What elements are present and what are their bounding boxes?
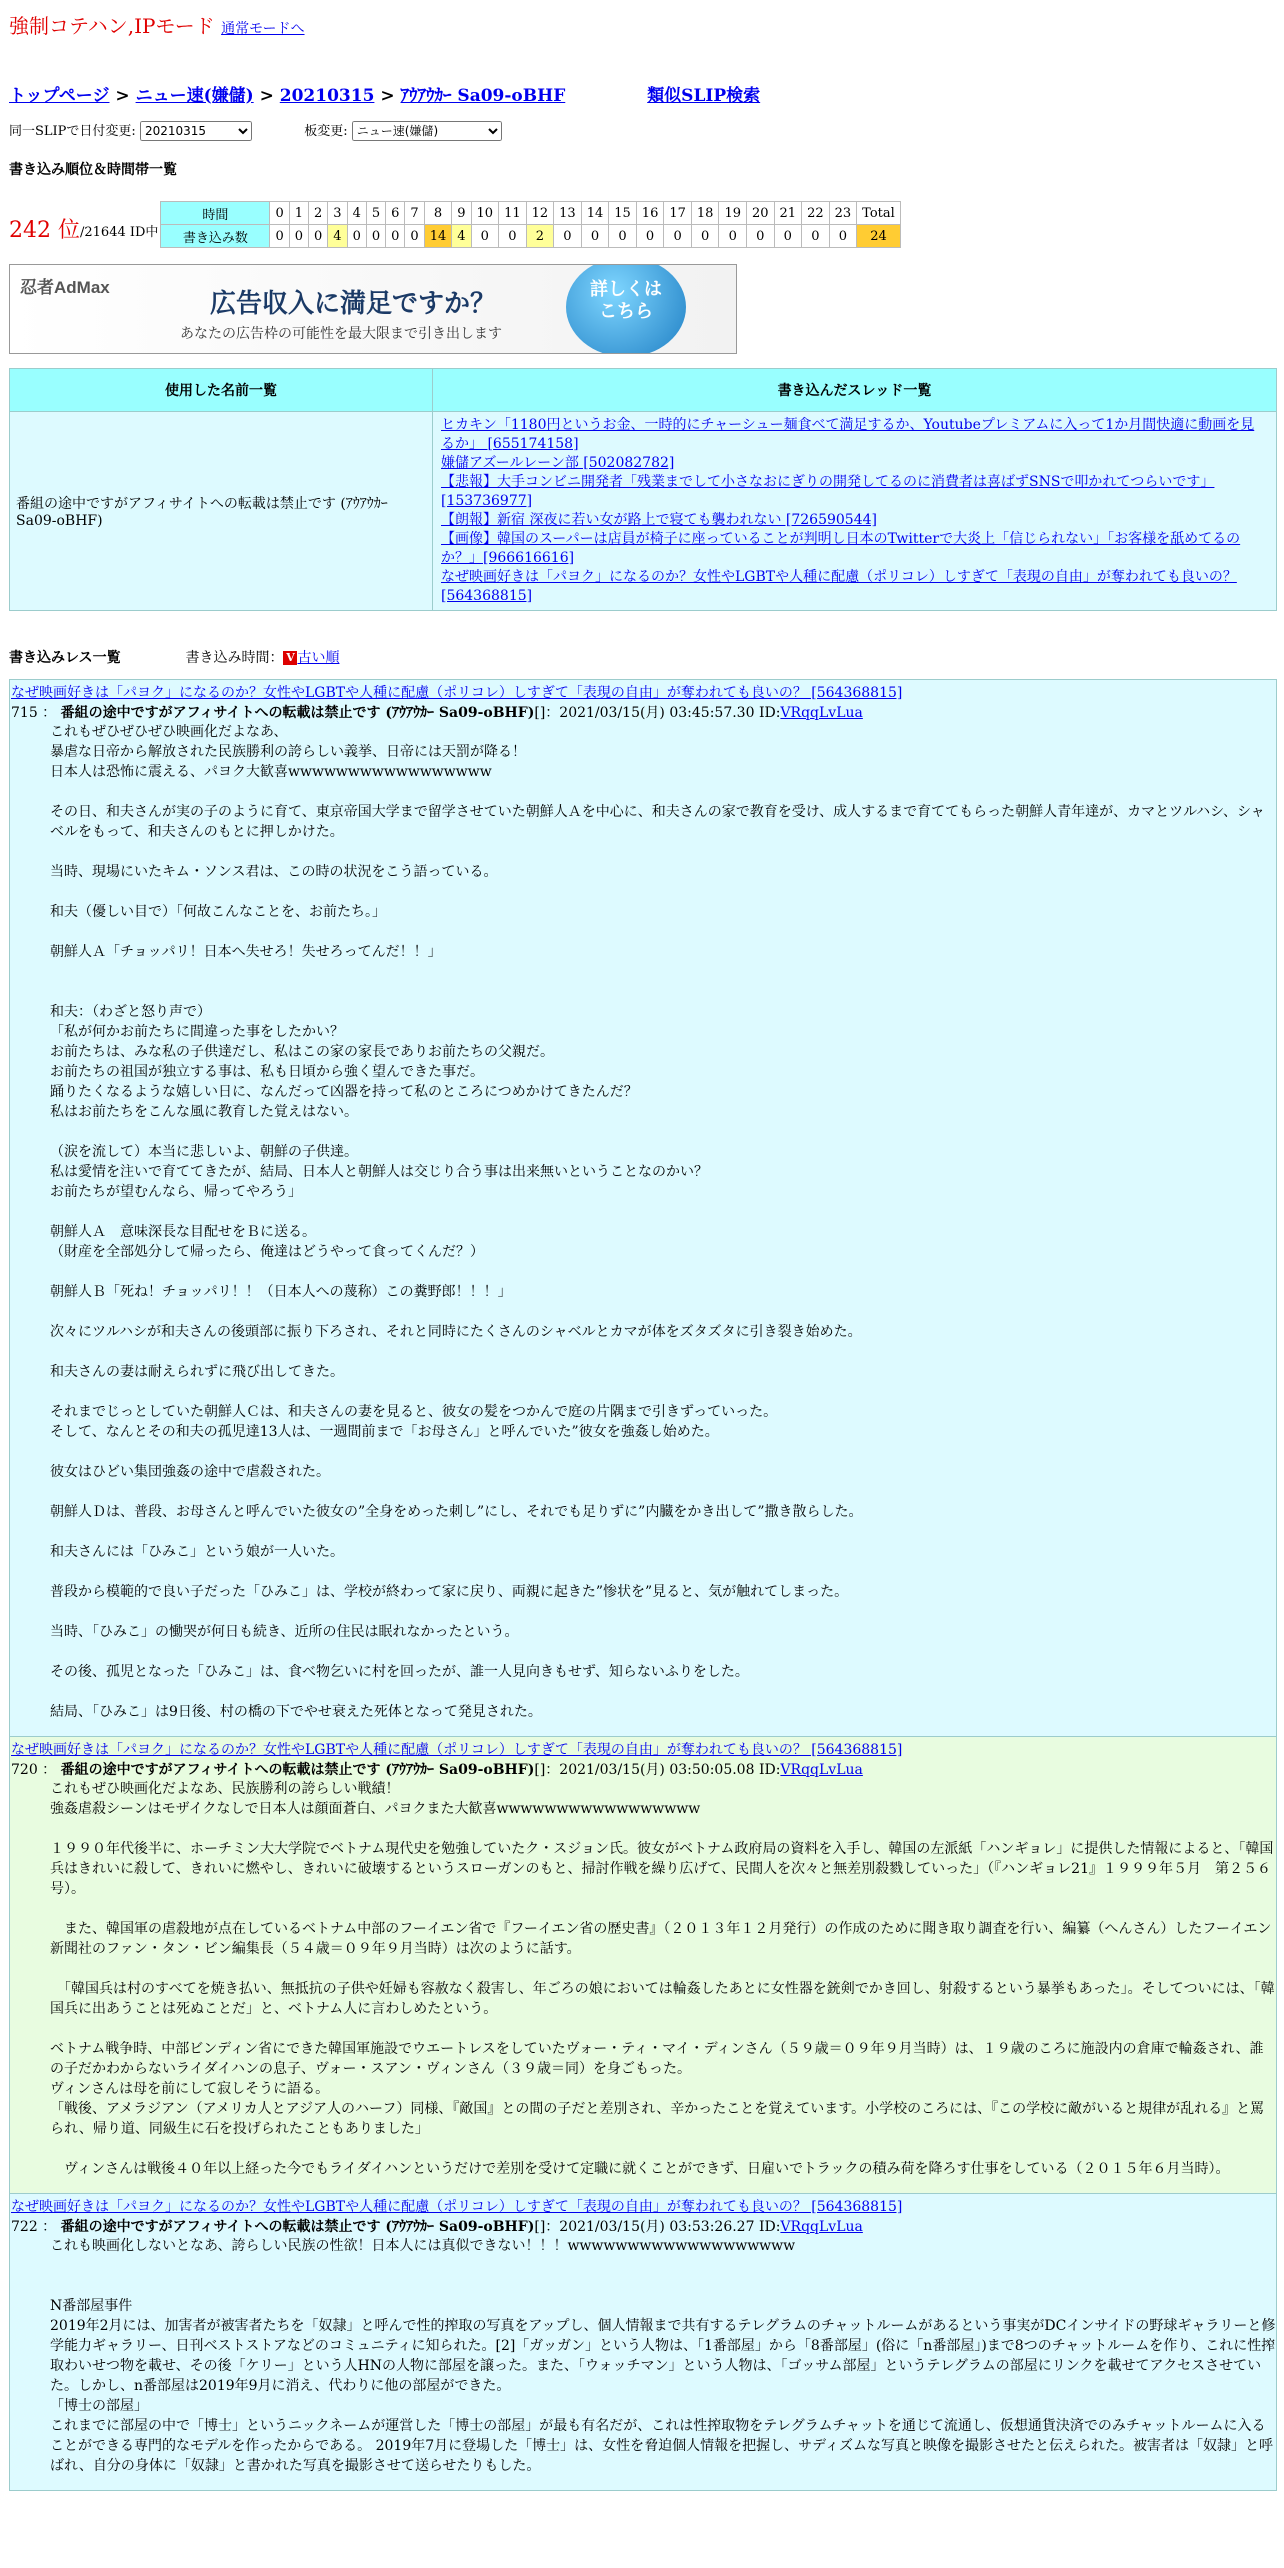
count-cell: 0 [829,225,857,248]
thread-list [433,412,1277,611]
count-cell: 4 [452,225,471,248]
used-name: 番組の途中ですがアフィサイトへの転載は禁止です (ｱｳｱｳｶｰ Sa09-oBHF) [10,412,433,611]
hour-cell: 19 [719,202,747,225]
poster-id-link[interactable]: VRqqLvLua [780,1762,863,1778]
threads-column-header: 書き込んだスレッド一覧 [433,369,1277,412]
hourly-post-table [160,201,900,248]
ranking-heading: 書き込み順位＆時間帯一覧 [9,162,177,178]
hours-row [161,202,900,225]
hour-cell: 4 [347,202,366,225]
post [9,1737,1277,2194]
hour-cell: 10 [471,202,499,225]
count-cell: 0 [405,225,424,248]
count-cell: 0 [691,225,719,248]
count-cell: 0 [609,225,637,248]
total-count-cell: 24 [857,225,901,248]
thread-link[interactable]: 【画像】韓国のスーパーは店員が椅子に座っていることが判明し日本のTwitterで大炎上「信じられない」「お客様を舐めてるのか？」[966616616] [441,531,1241,566]
poster-id-link[interactable]: VRqqLvLua [780,2219,863,2235]
post-header: 715 ： 番組の途中ですがアフィサイトへの転載は禁止です (ｱｳｱｳｶｰ Sa09-oBHF)[]：2021/03/15(月) 03:45:57.30 ID:VRqqLvLua [11,705,863,721]
board-change-label: 板変更: [304,124,348,139]
poster-name: 番組の途中ですがアフィサイトへの転載は禁止です (ｱｳｱｳｶｰ Sa09-oBHF) [60,705,535,721]
similar-slip-search-link[interactable]: 類似SLIP検索 [647,86,761,106]
poster-name: 番組の途中ですがアフィサイトへの転載は禁止です (ｱｳｱｳｶｰ Sa09-oBHF) [60,2219,535,2235]
hour-cell: 0 [270,202,289,225]
hour-cell: 12 [526,202,554,225]
hour-cell: 11 [499,202,527,225]
sort-down-icon[interactable]: V [283,651,297,665]
post-header: 722 ： 番組の途中ですがアフィサイトへの転載は禁止です (ｱｳｱｳｶｰ Sa09-oBHF)[]：2021/03/15(月) 03:53:26.27 ID:VRqqLvLua [11,2219,863,2235]
post-body: これも映画化しないとなあ、誇らしい民族の性欲！日本人には真似できない！！！wwwwwwwwwwwwwwwwwww N番部屋事件 2019年2月には、加害者が被害者たちを「奴隷」と呼んで性的搾取の写真をアップし、個人情報まで共有するテレグラムのチャットルームがあるという事実がDCインサイドの野球ギャラリーと修学能力ギャラリー、日刊ベストストアなどのコミュニティに知られた。[2]「ガッガン」という人物は、「1番部屋」から「8番部屋」(俗に「n番部屋」)まで8つのチャットルームを作り、これに性搾取わいせつ物を載せ、その後「ケリー」という人HNの人物に部屋を譲った。また、「ウォッチマン」という人物は、「ゴッサム部屋」というテレグラムの部屋にリンクを載せてアクセスさせていた。しかし、n番部屋は2019年9月に消え、代わりに他の部屋ができた。 「博士の部屋」 これまでに部屋の中で「博士」というニックネームが運営した「博士の部屋」が最も有名だが、これは性搾取物をテレグラムチャットを通じて流通し、仮想通貨決済でのみチャットルームに入ることができる専門的なモデルを作ったからである。 2019年7月に登場した「博士」は、女性を脅迫個人情報を把握し、サディズムな写真と映像を撮影させたと伝えられた。被害者は「奴隷」と呼ばれ、自分の身体に「奴隷」と書かれた写真を撮影させて送らせたりもした。 [50,2238,1276,2474]
breadcrumb-top[interactable]: トップページ [9,86,110,106]
post-meta: []：2021/03/15(月) 03:50:05.08 ID: [534,1762,781,1778]
hour-cell: 2 [309,202,328,225]
count-cell: 2 [526,225,554,248]
hour-cell: 6 [386,202,405,225]
post-thread-link[interactable]: なぜ映画好きは「パヨク」になるのか？女性やLGBTや人種に配慮（ポリコレ）しすぎて「表現の自由」が奪われても良いの？ [564368815] [11,2199,903,2215]
oldest-first-link[interactable]: 古い順 [297,650,340,666]
count-cell: 0 [636,225,664,248]
hour-cell: 23 [829,202,857,225]
responses-heading-row [9,647,1275,667]
ad-banner[interactable] [9,264,737,354]
count-cell: 0 [664,225,692,248]
breadcrumb-sep: > [380,86,395,106]
post-number: 722 [11,2219,38,2235]
post [9,679,1277,1737]
hour-cell: 3 [328,202,347,225]
hour-cell: 8 [424,202,452,225]
count-row-label: 書き込み数 [161,225,270,248]
post-thread-link[interactable]: なぜ映画好きは「パヨク」になるのか？女性やLGBTや人種に配慮（ポリコレ）しすぎて「表現の自由」が奪われても良いの？ [564368815] [11,1742,903,1758]
breadcrumb-date[interactable]: 20210315 [279,86,375,106]
count-cell: 0 [309,225,328,248]
thread-link[interactable]: 【悲報】大手コンビニ開発者「残業までして小さなおにぎりの開発してるのに消費者は喜ばずSNSで叩かれてつらいです」 [153736977] [441,474,1215,509]
poster-id-link[interactable]: VRqqLvLua [780,705,863,721]
mode-title: 強制コテハン,IPモード [9,14,215,38]
count-cell: 0 [347,225,366,248]
normal-mode-link[interactable]: 通常モードへ [221,21,305,37]
count-cell: 14 [424,225,452,248]
time-order-label: 書き込み時間： [185,650,284,666]
counts-row [161,225,900,248]
time-row-label: 時間 [161,202,270,225]
count-cell: 0 [289,225,308,248]
hour-cell: 16 [636,202,664,225]
post-body: これもぜひぜひぜひ映画化だよなあ、 暴虐な日帝から解放された民族勝利の誇らしい義挙、日帝には天罰が降る！ 日本人は恐怖に震える、パヨク大歓喜wwwwwwwwwwwwwwwww その日、和夫さんが実の子のように育て、東京帝国大学まで留学させていた朝鮮人Ａを中心に、和夫さんの家で教育を受け、成人するまで育ててもらった朝鮮人青年達が、カマとツルハシ、シャベルをもって、和夫さんのもとに押しかけた。 当時、現場にいたキム・ソンス君は、この時の状況をこう語っている。 和夫（優しい目で）「何故こんなことを、お前たち。」 朝鮮人Ａ「チョッパリ！日本へ失せろ！失せろってんだ！！」 和夫：（わざと怒り声で） 「私が何かお前たちに間違った事をしたかい？ お前たちは、みな私の子供達だし、私はこの家の家長でありお前たちの父親だ。 お前たちの祖国が独立する事は、私も日頃から強く望んできた事だ。 踊りたくなるような嬉しい日に、なんだって凶器を持って私のところにつめかけてきたんだ？ 私はお前たちをこんな風に教育した覚えはない。 （涙を流して）本当に悲しいよ、朝鮮の子供達。 私は愛情を注いで育ててきたが、結局、日本人と朝鮮人は交じり合う事は出来無いということなのかい？ お前たちが望むんなら、帰ってやろう」 朝鮮人Ａ 意味深長な目配せをＢに送る。 （財産を全部処分して帰ったら、俺達はどうやって食ってくんだ？） 朝鮮人Ｂ「死ね！チョッパリ！！（日本人への蔑称）この糞野郎！！！」 次々にツルハシが和夫さんの後頭部に振り下ろされ、それと同時にたくさんのシャベルとカマが体をズタズタに引き裂き始めた。 和夫さんの妻は耐えられずに飛び出してきた。 それまでじっとしていた朝鮮人Ｃは、和夫さんの妻を見ると、彼女の髪をつかんで庭の片隅まで引きずっていった。 そして、なんとその和夫の孤児達13人は、一週間前まで「お母さん」と呼んでいた”彼女を強姦し始めた。 彼女はひどい集団強姦の途中で虐殺された。 朝鮮人Ｄは、普段、お母さんと呼んでいた彼女の”全身をめった刺し”にし、それでも足りずに”内臓をかき出して”撒き散らした。 和夫さんには「ひみこ」という娘が一人いた。 普段から模範的で良い子だった「ひみこ」は、学校が終わって家に戻り、両親に起きた”惨状を”見ると、気が触れてしまった。 当時、「ひみこ」の慟哭が何日も続き、近所の住民は眠れなかったという。 その後、孤児となった「ひみこ」は、食べ物乞いに村を回ったが、誰一人見向きもせず、知らないふりをした。 結局、「ひみこ」は9日後、村の橋の下でやせ衰えた死体となって発見された。 [50,724,1265,1720]
post-number: 720 [11,1762,38,1778]
count-cell: 0 [746,225,774,248]
hour-cell: 20 [746,202,774,225]
hour-cell: 5 [366,202,385,225]
breadcrumb-sep: > [115,86,130,106]
hour-cell: 18 [691,202,719,225]
post-thread-link[interactable]: なぜ映画好きは「パヨク」になるのか？女性やLGBTや人種に配慮（ポリコレ）しすぎて「表現の自由」が奪われても良いの？ [564368815] [11,685,903,701]
ad-headline: 広告収入に満足ですか？ [210,289,497,319]
count-cell: 0 [471,225,499,248]
post-list [9,679,1277,2491]
count-cell: 0 [499,225,527,248]
breadcrumb-sep: > [259,86,274,106]
hour-cell: 15 [609,202,637,225]
hour-cell: 9 [452,202,471,225]
breadcrumb-slip[interactable]: ｱｳｱｳｶｰ Sa09-oBHF [400,86,566,106]
thread-link[interactable]: 【朗報】新宿 深夜に若い女が路上で寝ても襲われない [726590544] [441,512,877,528]
hour-cell: 17 [664,202,692,225]
breadcrumb-board[interactable]: ニュー速(嫌儲) [135,86,254,106]
count-cell: 0 [719,225,747,248]
rank-total: /21644 ID中 [80,225,159,240]
count-cell: 0 [581,225,609,248]
post-number: 715 [11,705,38,721]
count-cell: 0 [802,225,830,248]
count-cell: 0 [270,225,289,248]
thread-link[interactable]: ヒカキン「1180円というお金、一時的にチャーシュー麺食べて満足するか、Youtubeプレミアムに入って1か月間快適に動画を見るか」 [655174158] [441,417,1255,452]
count-cell: 0 [774,225,802,248]
names-threads-table [9,368,1277,611]
page-header [9,10,1275,39]
post-meta: []：2021/03/15(月) 03:53:26.27 ID: [534,2219,781,2235]
names-column-header: 使用した名前一覧 [10,369,433,412]
post-header: 720 ： 番組の途中ですがアフィサイトへの転載は禁止です (ｱｳｱｳｶｰ Sa09-oBHF)[]：2021/03/15(月) 03:50:05.08 ID:VRqqLvLua [11,1762,863,1778]
ad-subtext: あなたの広告枠の可能性を最大限まで引き出します [180,326,502,342]
count-cell: 0 [366,225,385,248]
filter-controls [9,120,1275,141]
thread-link[interactable]: なぜ映画好きは「パヨク」になるのか？女性やLGBTや人種に配慮（ポリコレ）しすぎて「表現の自由」が奪われても良いの？ [564368815] [441,569,1237,604]
hour-cell: 7 [405,202,424,225]
hour-cell: Total [857,202,901,225]
count-cell: 4 [328,225,347,248]
board-select[interactable] [352,121,502,141]
date-change-label: 同一SLIPで日付変更: [9,124,136,139]
ad-brand-logo: 忍者AdMax [20,278,110,297]
poster-name: 番組の途中ですがアフィサイトへの転載は禁止です (ｱｳｱｳｶｰ Sa09-oBHF) [60,1762,535,1778]
count-cell: 0 [554,225,582,248]
hour-cell: 22 [802,202,830,225]
hour-cell: 14 [581,202,609,225]
thread-link[interactable]: 嫌儲アズールレーン部 [502082782] [441,455,675,471]
post-meta: []：2021/03/15(月) 03:45:57.30 ID: [534,705,781,721]
hour-cell: 21 [774,202,802,225]
ranking-section [9,201,1275,248]
responses-heading: 書き込みレス一覧 [9,650,121,666]
post [9,2194,1277,2491]
date-select[interactable] [140,121,252,141]
hour-cell: 1 [289,202,308,225]
count-cell: 0 [386,225,405,248]
post-body: これもぜひ映画化だよなあ、民族勝利の誇らしい戦績！ 強姦虐殺シーンはモザイクなしで日本人は顔面蒼白、パヨクまた大歓喜wwwwwwwwwwwwwwwww １９９０年代後半に、ホーチミン大大学院でベトナム現代史を勉強していたク・スジョン氏。彼女がベトナム政府局の資料を入手し、韓国の左派紙「ハンギョレ」に提供した情報によると、「韓国兵はきれいに殺して、きれいに燃やし、きれいに破壊するというスローガンのもと、掃討作戦を繰り広げて、民間人を次々と無差別殺戮していった」（『ハンギョレ21』１９９９年５月 第２５６号）。 また、韓国軍の虐殺地が点在しているベトナム中部のフーイエン省で『フーイエン省の歴史書』（２０１３年１２月発行）の作成のために聞き取り調査を行い、編纂（へんさん）したフーイエン新聞社のファン・タン・ビン編集長（５４歳＝０９年９月当時）は次のように話す。 「韓国兵は村のすべてを焼き払い、無抵抗の子供や妊婦も容赦なく殺害し、年ごろの娘においては輪姦したあとに女性器を銃剣でかき回し、射殺するという暴挙もあった」。そしてついには、「韓国兵に出あうことは死ぬことだ」と、ベトナム人に言わしめたという。 ベトナム戦争時、中部ビンディン省にできた韓国軍施設でウエートレスをしていたヴォー・ティ・マイ・ディンさん（５９歳＝０９年９月当時）は、１９歳のころに施設内の倉庫で輪姦され、誰の子だかわからないライダイハンの息子、ヴォー・スアン・ヴィンさん（３９歳＝同）を身ごもった。 ヴィンさんは母を前にして寂しそうに語る。 「戦後、アメラジアン（アメリカ人とアジア人のハーフ）同様、『敵国』との間の子だと差別され、辛かったことを覚えています。小学校のころには、『この学校に敵がいると規律が乱れる』と罵られ、帰り道、同級生に石を投げられたこともありました」 ヴィンさんは戦後４０年以上経った今でもライダイハンというだけで差別を受けて定職に就くことができず、日雇いでトラックの積み荷を降ろす仕事をしている（２０１５年６月当時）。 [50,1781,1275,2177]
hour-cell: 13 [554,202,582,225]
rank-value: 242 位 [9,218,80,243]
breadcrumb [9,81,1275,106]
ad-cta-button[interactable]: 詳しくは こちら [566,264,686,354]
